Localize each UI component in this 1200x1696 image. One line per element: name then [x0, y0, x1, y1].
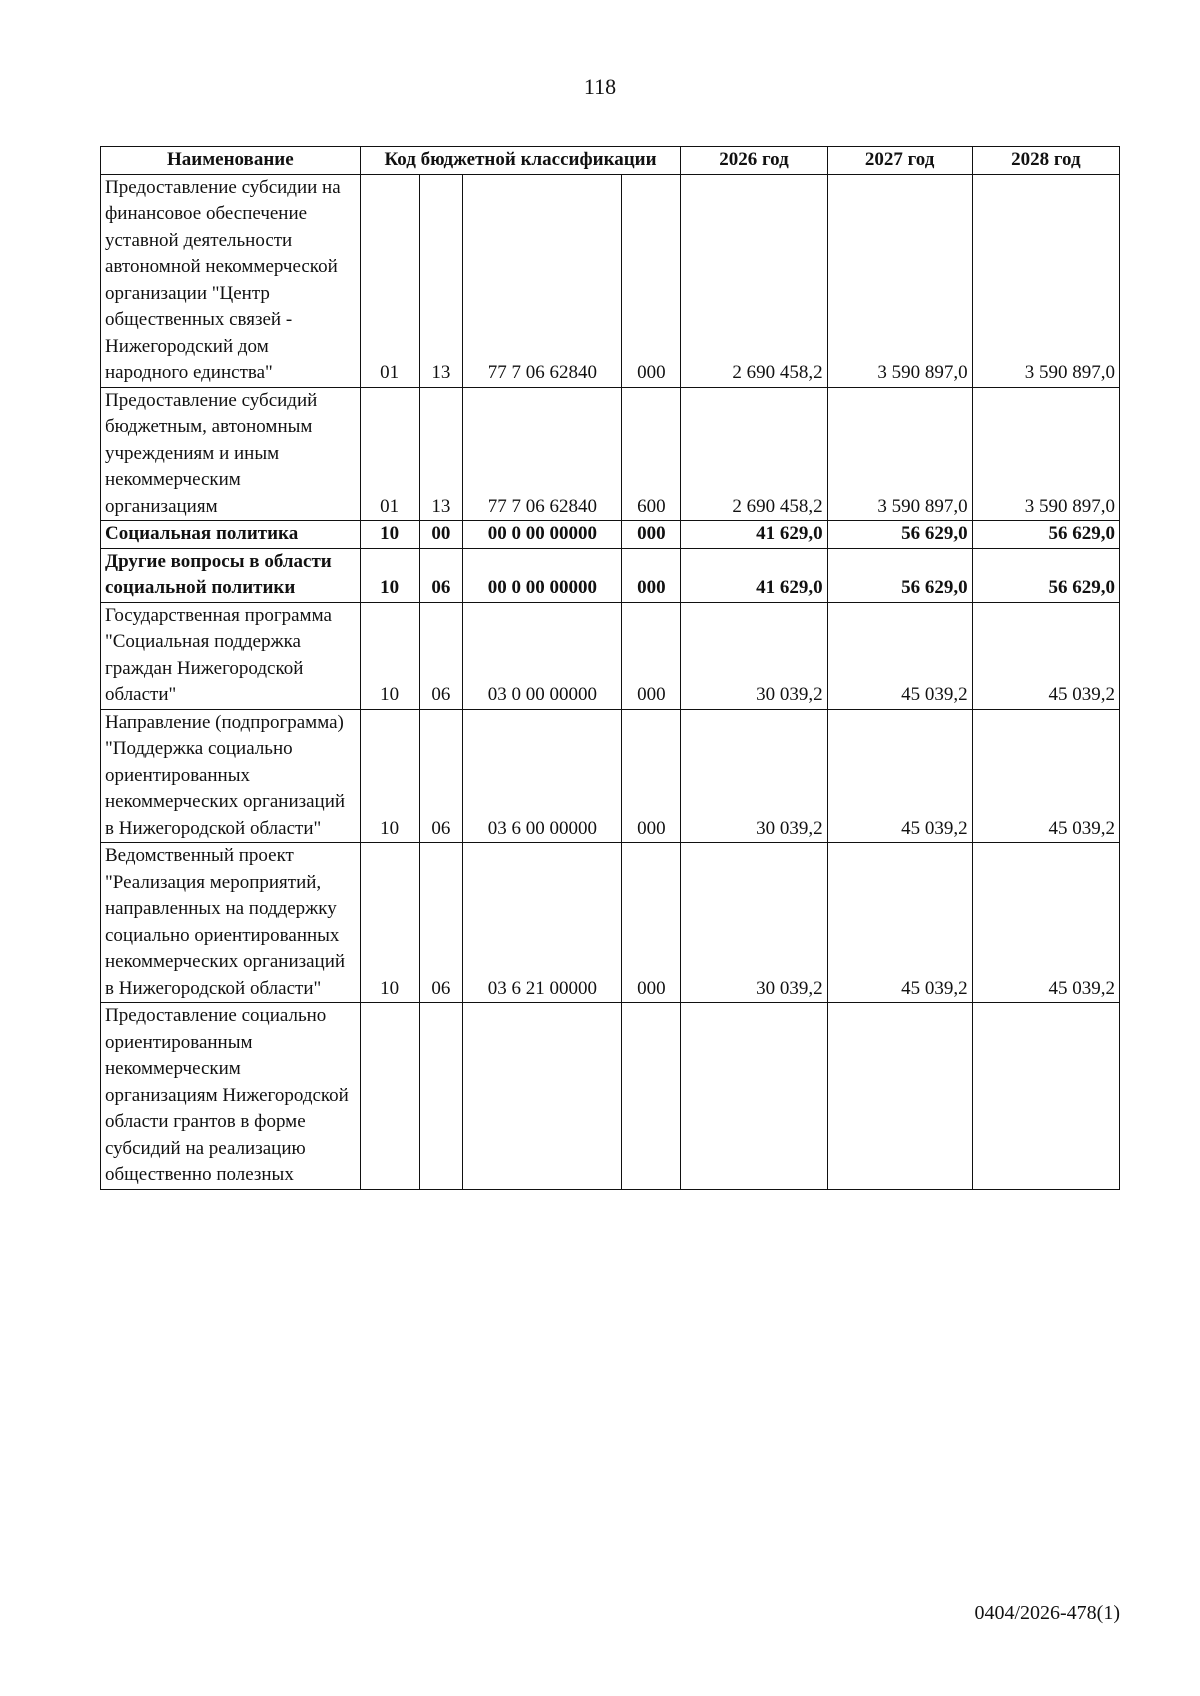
- row-amount-2027: 45 039,2: [827, 602, 972, 709]
- row-amount-2027: 56 629,0: [827, 521, 972, 549]
- row-amount-2027: [827, 1003, 972, 1190]
- header-year-2028: 2028 год: [972, 147, 1119, 175]
- row-expense-type-code: 600: [622, 387, 681, 521]
- row-expense-type-code: [622, 1003, 681, 1190]
- row-amount-2026: 30 039,2: [681, 709, 827, 843]
- header-year-2026: 2026 год: [681, 147, 827, 175]
- row-amount-2028: 45 039,2: [972, 602, 1119, 709]
- row-expense-type-code: 000: [622, 602, 681, 709]
- table-header-row: [101, 147, 1120, 175]
- row-name: Ведомственный проект "Реализация мероприятий, направленных на поддержку социально ориентированных некоммерческих организаций в Нижегородской области": [101, 843, 361, 1003]
- row-section-code: 01: [360, 174, 419, 387]
- row-target-code: 77 7 06 62840: [463, 387, 622, 521]
- row-target-code: 00 0 00 00000: [463, 548, 622, 602]
- row-name: Предоставление субсидии на финансовое обеспечение уставной деятельности автономной некоммерческой организации "Центр общественных связей - Нижегородский дом народного единства": [101, 174, 361, 387]
- table-row: [101, 387, 1120, 521]
- row-section-code: 01: [360, 387, 419, 521]
- row-amount-2026: [681, 1003, 827, 1190]
- row-subsection-code: 13: [419, 174, 463, 387]
- row-section-code: [360, 1003, 419, 1190]
- row-amount-2028: 3 590 897,0: [972, 174, 1119, 387]
- row-amount-2026: 30 039,2: [681, 602, 827, 709]
- page-number: 118: [583, 74, 617, 99]
- row-amount-2026: 2 690 458,2: [681, 387, 827, 521]
- table-row: [101, 521, 1120, 549]
- table-row: [101, 174, 1120, 387]
- row-name: Другие вопросы в области социальной политики: [101, 548, 361, 602]
- row-subsection-code: [419, 1003, 463, 1190]
- row-subsection-code: 13: [419, 387, 463, 521]
- row-amount-2028: 45 039,2: [972, 843, 1119, 1003]
- row-amount-2027: 56 629,0: [827, 548, 972, 602]
- row-amount-2028: 56 629,0: [972, 521, 1119, 549]
- row-expense-type-code: 000: [622, 174, 681, 387]
- table-row: [101, 602, 1120, 709]
- row-name: Направление (подпрограмма) "Поддержка социально ориентированных некоммерческих организаций в Нижегородской области": [101, 709, 361, 843]
- row-amount-2027: 3 590 897,0: [827, 387, 972, 521]
- row-expense-type-code: 000: [622, 843, 681, 1003]
- row-section-code: 10: [360, 843, 419, 1003]
- row-amount-2026: 41 629,0: [681, 548, 827, 602]
- row-subsection-code: 06: [419, 548, 463, 602]
- row-section-code: 10: [360, 548, 419, 602]
- row-target-code: 03 6 21 00000: [463, 843, 622, 1003]
- row-target-code: 03 6 00 00000: [463, 709, 622, 843]
- budget-table: [100, 146, 1120, 1190]
- row-section-code: 10: [360, 709, 419, 843]
- document-code: 0404/2026-478(1): [974, 1602, 1120, 1624]
- header-code: Код бюджетной классификации: [360, 147, 681, 175]
- table-row: [101, 843, 1120, 1003]
- row-target-code: 03 0 00 00000: [463, 602, 622, 709]
- row-amount-2027: 45 039,2: [827, 843, 972, 1003]
- header-name: Наименование: [101, 147, 361, 175]
- row-expense-type-code: 000: [622, 709, 681, 843]
- table-row: [101, 1003, 1120, 1190]
- table-row: [101, 548, 1120, 602]
- row-target-code: [463, 1003, 622, 1190]
- row-amount-2026: 2 690 458,2: [681, 174, 827, 387]
- row-amount-2027: 45 039,2: [827, 709, 972, 843]
- row-amount-2028: 45 039,2: [972, 709, 1119, 843]
- row-target-code: 77 7 06 62840: [463, 174, 622, 387]
- row-target-code: 00 0 00 00000: [463, 521, 622, 549]
- row-amount-2027: 3 590 897,0: [827, 174, 972, 387]
- row-amount-2028: [972, 1003, 1119, 1190]
- row-expense-type-code: 000: [622, 521, 681, 549]
- header-year-2027: 2027 год: [827, 147, 972, 175]
- row-name: Предоставление субсидий бюджетным, автономным учреждениям и иным некоммерческим организациям: [101, 387, 361, 521]
- row-section-code: 10: [360, 521, 419, 549]
- row-amount-2026: 41 629,0: [681, 521, 827, 549]
- table-row: [101, 709, 1120, 843]
- row-subsection-code: 06: [419, 709, 463, 843]
- row-amount-2028: 56 629,0: [972, 548, 1119, 602]
- row-subsection-code: 00: [419, 521, 463, 549]
- row-name: Предоставление социально ориентированным некоммерческим организациям Нижегородской области грантов в форме субсидий на реализацию общественно полезных: [101, 1003, 361, 1190]
- row-subsection-code: 06: [419, 843, 463, 1003]
- row-amount-2028: 3 590 897,0: [972, 387, 1119, 521]
- row-name: Социальная политика: [101, 521, 361, 549]
- row-section-code: 10: [360, 602, 419, 709]
- row-name: Государственная программа "Социальная поддержка граждан Нижегородской области": [101, 602, 361, 709]
- row-subsection-code: 06: [419, 602, 463, 709]
- row-expense-type-code: 000: [622, 548, 681, 602]
- row-amount-2026: 30 039,2: [681, 843, 827, 1003]
